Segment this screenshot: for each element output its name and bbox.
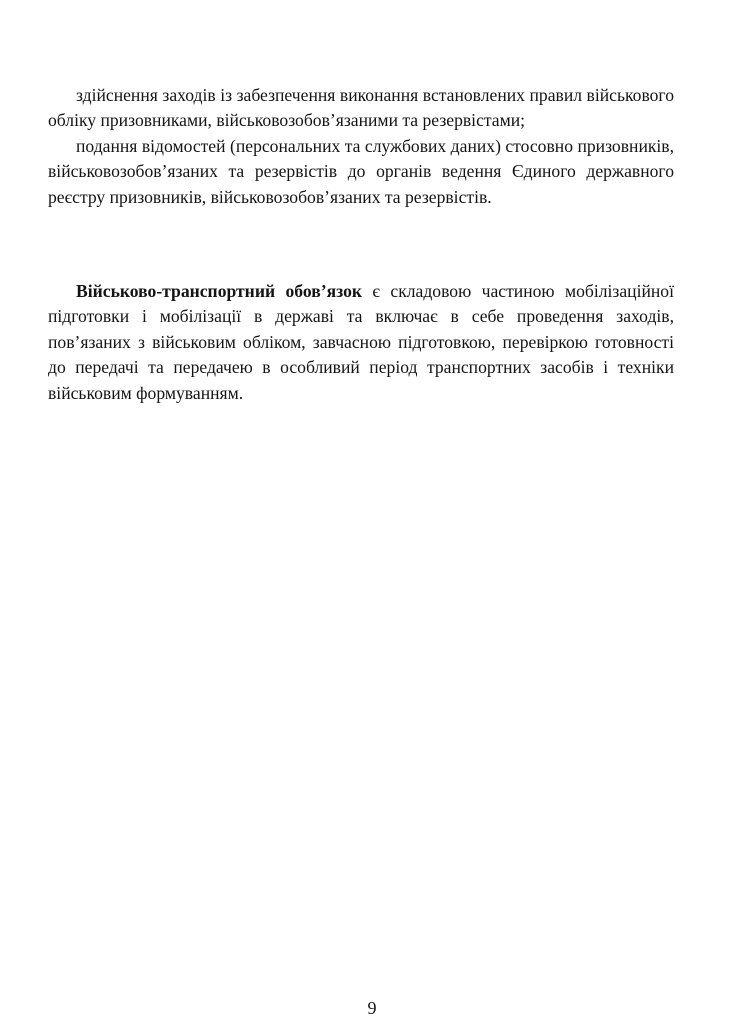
transport-duty-text: є складовою частиною мобілізаційної підготовки і мобілізації в державі та включає в себе проведення заходів, пов’язаних з військовим обліком, завчасною підготовкою, перевіркою готовності до передачі та передачею в особливий період транспортних засобів і техніки військовим формуванням. (48, 281, 674, 403)
list-item-registry-submission: подання відомостей (персональних та службових даних) стосовно призовників, військовозобов’язаних та резервістів до органів ведення Єдиного державного реєстру призовників, військовозобов’язаних та резервістів. (48, 135, 674, 207)
list-item-accounting-measures: здійснення заходів із забезпечення виконання встановлених правил військового обліку призовниками, військовозобов’язаними та резервістами; (48, 85, 674, 131)
page-number: 9 (367, 998, 377, 1018)
transport-duty-section (48, 279, 674, 406)
transport-duty-term: Військово-транспортний обов’язок (76, 281, 363, 301)
transport-duty-paragraph (48, 279, 674, 406)
duties-list (48, 83, 674, 210)
